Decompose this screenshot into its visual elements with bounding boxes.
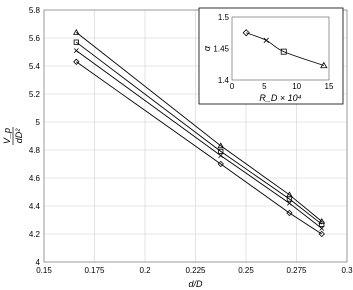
y-tick-label: 5.8 bbox=[28, 6, 40, 15]
x-tick-label: 0.15 bbox=[36, 266, 52, 275]
y-axis-label-denominator: dD² bbox=[14, 128, 24, 144]
y-tick-label: 4 bbox=[35, 258, 40, 267]
data-point-cross bbox=[320, 226, 324, 230]
y-tick-label: 4.6 bbox=[28, 174, 40, 183]
data-point-triangle bbox=[74, 30, 79, 35]
y-tick-label: 4.2 bbox=[28, 230, 40, 239]
x-tick-label: 0.225 bbox=[185, 266, 206, 275]
inset-x-tick-label: 10 bbox=[292, 82, 302, 91]
x-tick-label: 0.275 bbox=[286, 266, 307, 275]
inset-x-tick-label: 15 bbox=[324, 82, 334, 91]
data-point-cross bbox=[287, 201, 291, 205]
inset-x-axis-label: R_D × 10⁴ bbox=[259, 93, 302, 103]
x-tick-labels bbox=[36, 266, 353, 275]
inset-x-tick-label: 5 bbox=[262, 82, 267, 91]
inset-y-tick-label: 1.45 bbox=[213, 44, 229, 54]
x-tick-label: 0.2 bbox=[139, 266, 151, 275]
x-axis-label: d/D bbox=[188, 279, 203, 289]
inset-y-axis-label: α bbox=[202, 45, 212, 52]
y-tick-label: 5.4 bbox=[28, 62, 40, 71]
y-tick-label: 5 bbox=[35, 118, 40, 127]
inset-background bbox=[199, 8, 343, 104]
inset-chart bbox=[199, 8, 343, 104]
y-axis-label bbox=[2, 127, 24, 145]
data-point-cross bbox=[74, 49, 78, 53]
data-point-cross bbox=[219, 154, 223, 158]
x-tick-label: 0.3 bbox=[341, 266, 353, 275]
y-axis-label-numerator: V_p bbox=[2, 127, 12, 145]
x-tick-label: 0.175 bbox=[84, 266, 105, 275]
inset-x-tick-label: 0 bbox=[229, 82, 235, 91]
y-tick-label: 5.2 bbox=[28, 90, 40, 99]
y-tick-labels bbox=[29, 6, 41, 267]
y-tick-label: 4.8 bbox=[28, 146, 40, 155]
inset-y-tick-label: 1.5 bbox=[217, 13, 229, 22]
y-tick-label: 5.6 bbox=[28, 34, 40, 43]
inset-y-tick-label: 1.4 bbox=[217, 76, 229, 85]
y-tick-label: 4.4 bbox=[28, 202, 40, 211]
x-tick-label: 0.25 bbox=[238, 266, 254, 275]
